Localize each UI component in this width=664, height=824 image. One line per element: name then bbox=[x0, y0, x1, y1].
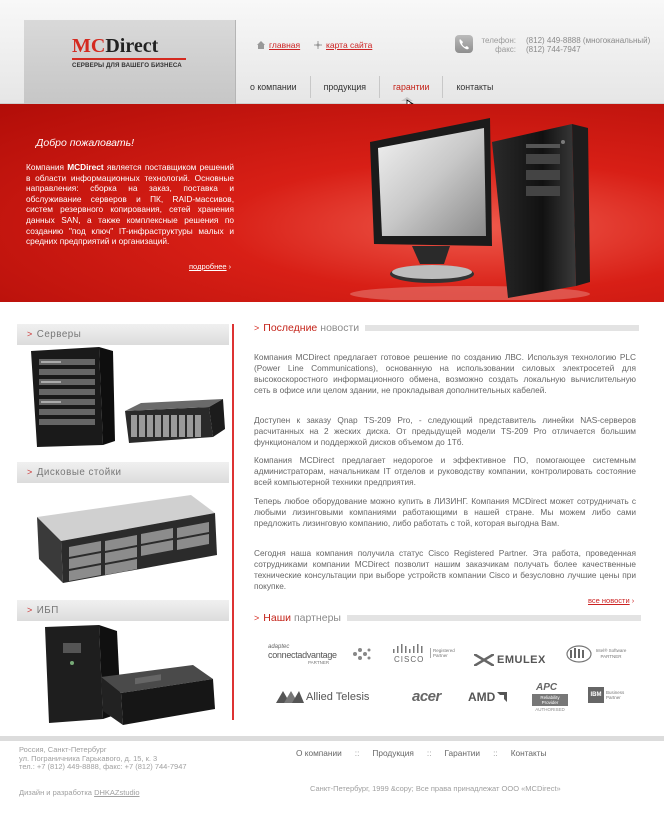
server-and-monitor-image bbox=[340, 114, 600, 300]
phone-label: телефон: bbox=[481, 36, 516, 45]
news-item: Компания MCDirect предлагает готовое решение по созданию ЛВС. Используя технологию PLC (Power Line Communications), основанную на использовании силовых электросетей для высокоскоростного информационного обмена, возможно создать локальную вычислительную сеть в офисе или целом здании, не прокладывая дополнительных кабелей. bbox=[254, 352, 636, 395]
heading-rule bbox=[365, 325, 639, 331]
dots-icon bbox=[352, 646, 372, 662]
footer-copyright: Санкт-Петербург, 1999 &copy; Все права принадлежат ООО «MCDirect» bbox=[310, 784, 561, 793]
servers-image bbox=[17, 345, 229, 451]
emulex-mark-icon bbox=[474, 654, 494, 666]
logo-underline bbox=[72, 58, 186, 60]
studio-link[interactable]: DHKAZstudio bbox=[94, 788, 140, 797]
arrow-right-icon: > bbox=[254, 613, 260, 623]
fax-label: факс: bbox=[495, 45, 516, 54]
arrow-right-icon: > bbox=[254, 323, 260, 333]
category-title[interactable]: > Дисковые стойки bbox=[17, 462, 229, 483]
amd-arrow-icon bbox=[497, 692, 507, 702]
cisco-bars-icon bbox=[392, 644, 426, 654]
nav-about[interactable]: о компании bbox=[237, 76, 311, 98]
column-divider bbox=[232, 324, 234, 720]
heading-rule bbox=[347, 615, 641, 621]
footer-link-products[interactable]: Продукция bbox=[372, 748, 414, 758]
logo-wordmark: MCDirect bbox=[72, 35, 159, 57]
nav-products[interactable]: продукция bbox=[311, 76, 380, 98]
news-item: Доступен к заказу Qnap TS-209 Pro, - следующий представитель линейки NAS-серверов расчитанных на 2 жеских диска. От предыдущей модели TS-209 Pro отличается большим функционалом и поддержкой дисков объемом до 1Тб. bbox=[254, 415, 636, 447]
news-item: Компания MCDirect предлагает недорогое и эффективное ПО, помогающее системным администраторам, начальникам IT отделов и руководству компании, контролировать состояние всей компьютерной техники предприятия. bbox=[254, 455, 636, 487]
footer-link-about[interactable]: О компании bbox=[296, 748, 342, 758]
welcome-banner bbox=[0, 104, 664, 302]
adaptec-logo[interactable]: adaptec connectadvantage PARTNER bbox=[268, 644, 374, 666]
amd-logo[interactable]: AMD bbox=[468, 686, 507, 708]
sitemap-link[interactable]: карта сайта bbox=[314, 40, 372, 50]
partners-heading: > Наши партнеры bbox=[254, 611, 641, 625]
home-link[interactable]: главная bbox=[257, 40, 300, 50]
cisco-logo[interactable]: CISCO Registered Partner bbox=[392, 644, 456, 666]
footer-address: Россия, Санкт-Петербург ул. Пограничника Гарькавого, д. 15, к. 3 тел.: +7 (812) 449-8888, факс: +7 (812) 744-7947 bbox=[19, 745, 187, 772]
acer-logo[interactable]: acer bbox=[412, 687, 441, 705]
allied-telesis-logo[interactable]: Allied Telesis bbox=[276, 686, 369, 708]
welcome-title: Добро пожаловать! bbox=[36, 137, 135, 149]
emulex-logo[interactable]: EMULEX bbox=[474, 649, 546, 671]
category-title[interactable]: > ИБП bbox=[17, 600, 229, 621]
all-news-link[interactable]: все новости › bbox=[588, 596, 635, 605]
news-heading: > Последние новости bbox=[254, 321, 639, 335]
arrow-right-icon: > bbox=[27, 329, 33, 339]
disk-arrays-image bbox=[17, 483, 229, 593]
allied-mark-icon bbox=[276, 691, 304, 703]
more-link[interactable]: подробнее › bbox=[189, 262, 232, 271]
category-ups[interactable] bbox=[17, 600, 229, 733]
site-logo[interactable] bbox=[48, 35, 190, 75]
home-icon bbox=[257, 41, 265, 49]
arrow-right-icon: > bbox=[27, 467, 33, 477]
ups-image bbox=[17, 621, 229, 733]
news-item: Сегодня наша компания получила статус Cisco Registered Partner. Эта работа, проведенная сотрудниками компании MCDirect позволит нашим заказчикам получать более качественные технические консультации при выборе устройств компании Cisco и безусловно лучшие цены при покупке. bbox=[254, 548, 636, 591]
footer-link-warranty[interactable]: Гарантии bbox=[444, 748, 481, 758]
ibm-business-partner-logo[interactable]: IBM Business Partner bbox=[588, 686, 628, 708]
footer-link-contacts[interactable]: Контакты bbox=[510, 748, 547, 758]
nav-warranty[interactable]: гарантии bbox=[380, 76, 443, 98]
nav-contacts[interactable]: контакты bbox=[456, 82, 494, 92]
logo-tagline: СЕРВЕРЫ ДЛЯ ВАШЕГО БИЗНЕСА bbox=[72, 62, 182, 69]
arrow-right-icon: > bbox=[27, 605, 33, 615]
category-disk-arrays[interactable] bbox=[17, 462, 229, 593]
phone-value: (812) 449-8888 (многоканальный) bbox=[526, 36, 651, 45]
news-item: Теперь любое оборудование можно купить в ЛИЗИНГ. Компания MCDirect может сотрудничать с любыми лизинговыми компаниями работающими в нашей стране. Мы можем либо сами предложить лизинговую компанию, либо работать с той, которая выгодна Вам. bbox=[254, 496, 636, 528]
company-intro: Компания MCDirect является поставщиком решений в области информационных технологий. Основные направления: сборка на заказ, поставка и обслуживание серверов и ПК, RAID-массивов, систем резервного копирования, сетей хранения данных SAN, а также комплексные решения по созданию "под ключ" IT-инфраструктуры малых и средних предприятий и организаций. bbox=[26, 162, 234, 247]
category-servers[interactable] bbox=[17, 324, 229, 451]
main-nav bbox=[237, 76, 506, 98]
footer-nav: О компании :: Продукция :: Гарантии :: Контакты bbox=[296, 748, 547, 758]
intel-software-partner-logo[interactable]: Intel® Software PARTNER bbox=[566, 644, 630, 666]
sitemap-icon bbox=[314, 41, 322, 49]
category-title[interactable]: > Серверы bbox=[17, 324, 229, 345]
fax-value: (812) 744-7947 bbox=[526, 45, 581, 54]
footer-developer: Дизайн и разработка DHKAZstudio bbox=[19, 788, 140, 797]
apc-logo[interactable]: APC Reliability Provider AUTHORISED bbox=[532, 682, 568, 714]
intel-swirl-icon bbox=[566, 644, 592, 664]
arrow-right-icon: › bbox=[228, 262, 232, 271]
arrow-right-icon: › bbox=[631, 596, 635, 605]
